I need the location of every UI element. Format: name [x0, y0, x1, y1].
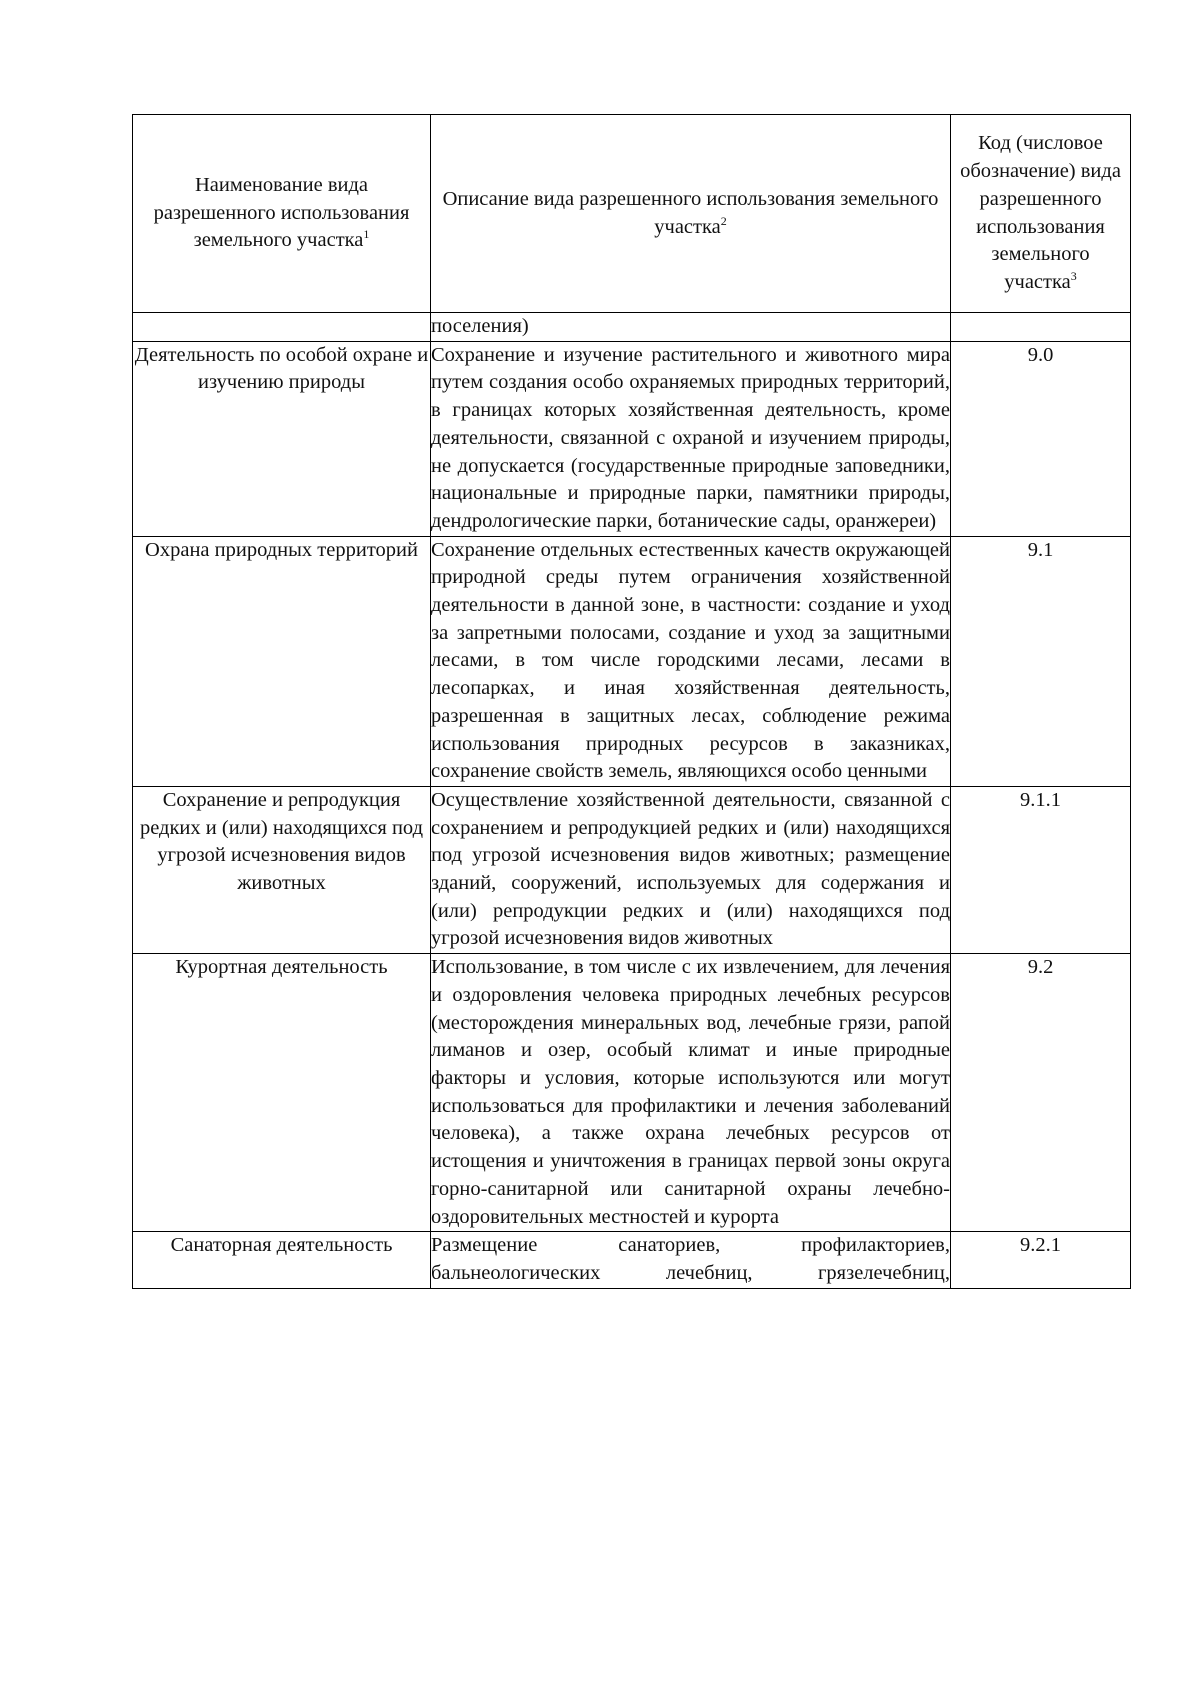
- row-name: Охрана природных территорий: [133, 536, 431, 786]
- row-code: 9.1.1: [951, 786, 1131, 953]
- land-use-table: [132, 114, 1131, 1289]
- row-code: [951, 313, 1131, 342]
- row-name: Сохранение и репродукция редких и (или) находящихся под угрозой исчезновения видов животных: [133, 786, 431, 953]
- row-name: Курортная деятельность: [133, 954, 431, 1232]
- table-header-row: [133, 115, 1131, 313]
- row-description: Сохранение отдельных естественных качеств окружающей природной среды путем ограничения хозяйственной деятельности в данной зоне, в частности: создание и уход за запретными полосами, создание и уход за защитными лесами, в том числе городскими лесами, лесами в лесопарках, и иная хозяйственная деятельность, разрешенная в защитных лесах, соблюдение режима использования природных ресурсов в заказниках, сохранение свойств земель, являющихся особо ценными: [431, 536, 951, 786]
- row-code: 9.2.1: [951, 1232, 1131, 1288]
- table-row: [133, 786, 1131, 953]
- table-row: [133, 536, 1131, 786]
- row-description: Размещение санаториев, профилакториев, бальнеологических лечебниц, грязелечебниц,: [431, 1232, 951, 1288]
- row-name: Санаторная деятельность: [133, 1232, 431, 1288]
- row-description: Осуществление хозяйственной деятельности, связанной с сохранением и репродукцией редких и (или) находящихся под угрозой исчезновения видов животных; размещение зданий, сооружений, используемых для содержания и (или) репродукции редких и (или) находящихся под угрозой исчезновения видов животных: [431, 786, 951, 953]
- table-row: [133, 341, 1131, 536]
- row-name: [133, 313, 431, 342]
- row-description: Сохранение и изучение растительного и животного мира путем создания особо охраняемых природных территорий, в границах которых хозяйственная деятельность, кроме деятельности, связанной с охраной и изучением природы, не допускается (государственные природные заповедники, национальные и природные парки, памятники природы, дендрологические парки, ботанические сады, оранжереи): [431, 341, 951, 536]
- header-code: Код (числовое обозначение) вида разрешенного использования земельного участка$^3$: [951, 115, 1131, 313]
- table-row: [133, 313, 1131, 342]
- row-description: поселения): [431, 313, 951, 342]
- table-row: [133, 1232, 1131, 1288]
- header-description: Описание вида разрешенного использования земельного участка$^2$: [431, 115, 951, 313]
- row-name: Деятельность по особой охране и изучению природы: [133, 341, 431, 536]
- row-code: 9.0: [951, 341, 1131, 536]
- row-code: 9.2: [951, 954, 1131, 1232]
- header-name: Наименование вида разрешенного использования земельного участка$^1$: [133, 115, 431, 313]
- row-code: 9.1: [951, 536, 1131, 786]
- row-description: Использование, в том числе с их извлечением, для лечения и оздоровления человека природных лечебных ресурсов (месторождения минеральных вод, лечебные грязи, рапой лиманов и озер, особый климат и иные природные факторы и условия, которые используются или могут использоваться для профилактики и лечения заболеваний человека), а также охрана лечебных ресурсов от истощения и уничтожения в границах первой зоны округа горно-санитарной или санитарной охраны лечебно-оздоровительных местностей и курорта: [431, 954, 951, 1232]
- table-row: [133, 954, 1131, 1232]
